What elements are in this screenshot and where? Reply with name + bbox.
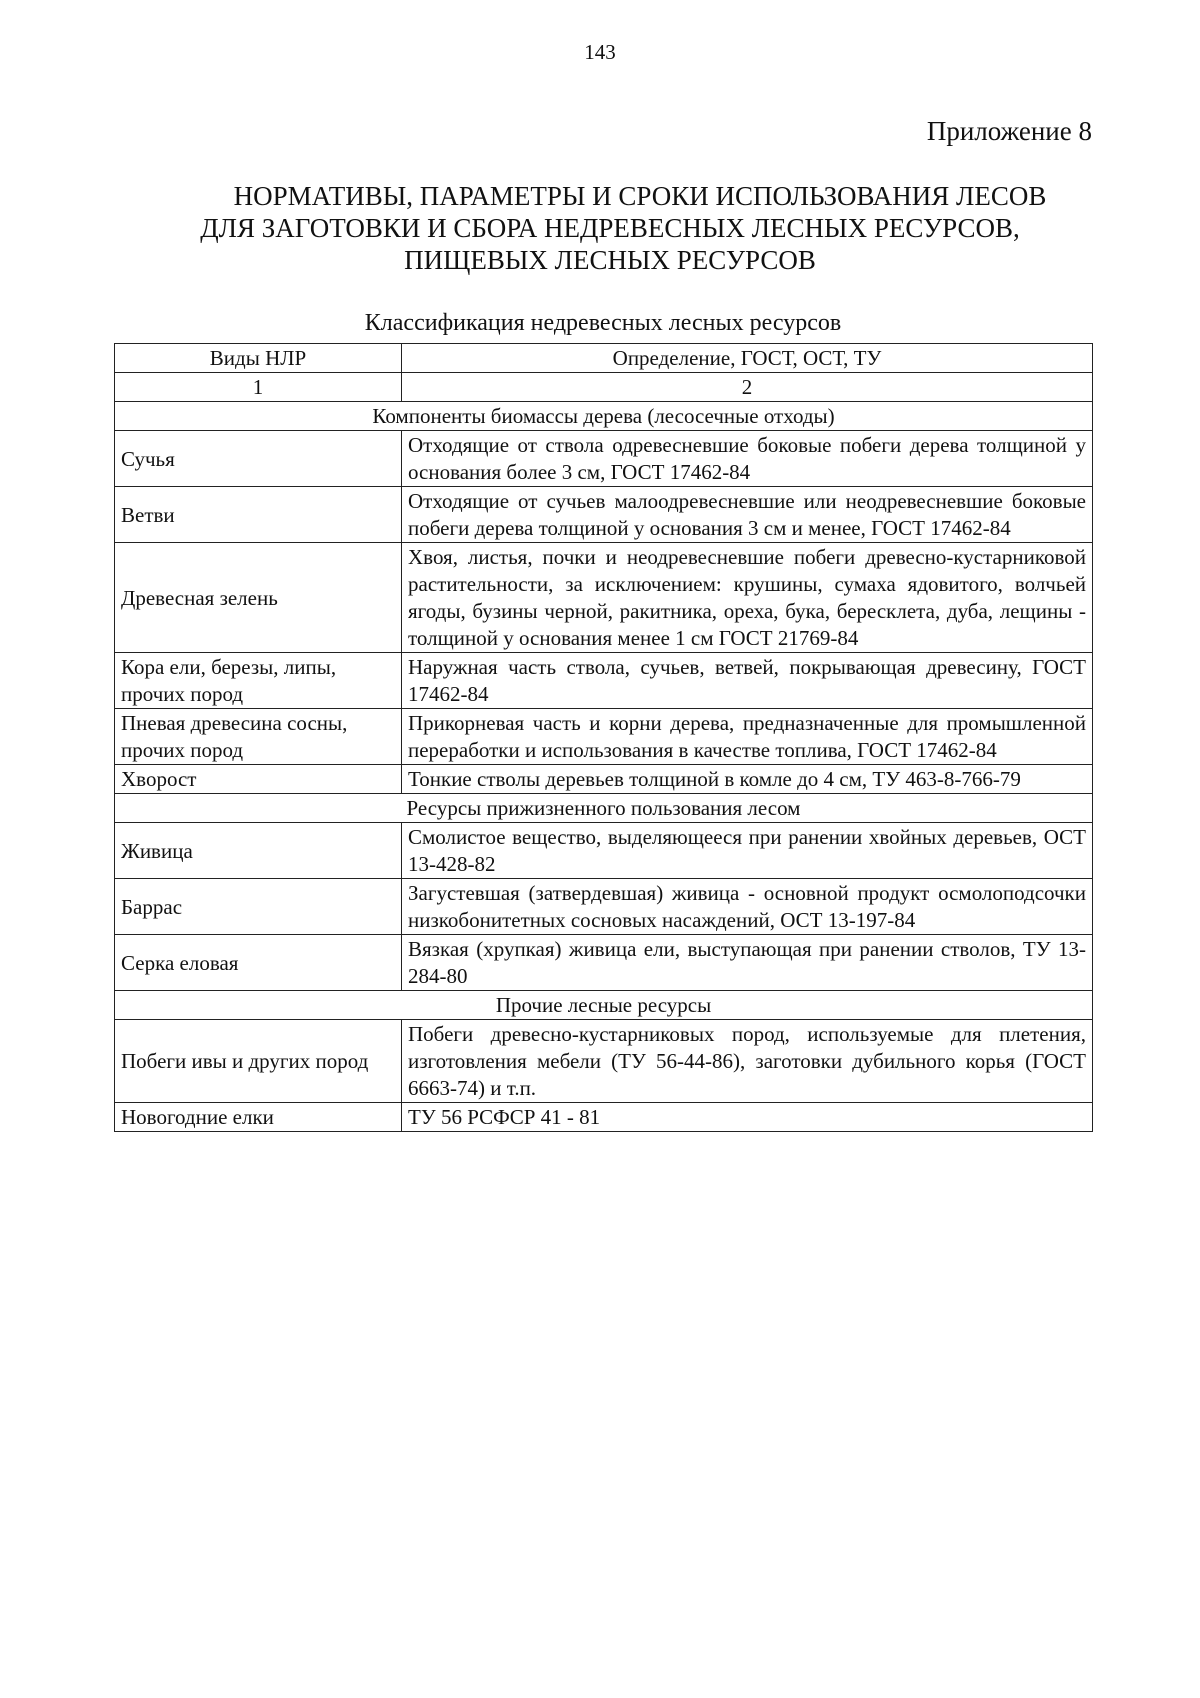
- nlr-type-cell: Побеги ивы и других пород: [115, 1020, 402, 1103]
- nlr-type-cell: Серка еловая: [115, 935, 402, 991]
- nlr-type-cell: Новогодние елки: [115, 1103, 402, 1132]
- section-row: [115, 991, 1093, 1020]
- nlr-classification-table: [114, 343, 1093, 1132]
- nlr-type-cell: Древесная зелень: [115, 543, 402, 653]
- table-row: [115, 653, 1093, 709]
- column-number-row: [115, 373, 1093, 402]
- title-line-1: НОРМАТИВЫ, ПАРАМЕТРЫ И СРОКИ ИСПОЛЬЗОВАНИЯ ЛЕСОВ: [233, 181, 1047, 211]
- table-row: [115, 879, 1093, 935]
- appendix-label: Приложение 8: [926, 116, 1092, 146]
- section-row: [115, 794, 1093, 823]
- definition-cell: Загустевшая (затвердевшая) живица - основной продукт осмолоподсочки низкобонитетных сосновых насаждений, ОСТ 13-197-84: [402, 879, 1093, 935]
- table-header-row: [115, 344, 1093, 373]
- table-row: [115, 543, 1093, 653]
- column-number-1: 1: [115, 373, 402, 402]
- nlr-type-cell: Хворост: [115, 765, 402, 794]
- nlr-type-cell: Живица: [115, 823, 402, 879]
- definition-cell: Тонкие стволы деревьев толщиной в комле до 4 см, ТУ 463-8-766-79: [402, 765, 1093, 794]
- section-title-lifetime-use: Ресурсы прижизненного пользования лесом: [115, 794, 1093, 823]
- table-row: [115, 1103, 1093, 1132]
- document-title: [120, 180, 1100, 276]
- nlr-type-cell: Пневая древесина сосны, прочих пород: [115, 709, 402, 765]
- nlr-type-cell: Баррас: [115, 879, 402, 935]
- title-line-2: ДЛЯ ЗАГОТОВКИ И СБОРА НЕДРЕВЕСНЫХ ЛЕСНЫХ РЕСУРСОВ,: [200, 213, 1020, 243]
- definition-cell: Хвоя, листья, почки и неодревесневшие побеги древесно-кустарниковой растительности, за исключением: крушины, сумаха ядовитого, волчьей ягоды, бузины черной, ракитника, ореха, бука, бересклета, дуба, лещины - толщиной у основания менее 1 см ГОСТ 21769-84: [402, 543, 1093, 653]
- definition-cell: Смолистое вещество, выделяющееся при ранении хвойных деревьев, ОСТ 13-428-82: [402, 823, 1093, 879]
- title-line-3: ПИЩЕВЫХ ЛЕСНЫХ РЕСУРСОВ: [404, 245, 816, 275]
- table-row: [115, 487, 1093, 543]
- header-nlr-type: Виды НЛР: [115, 344, 402, 373]
- table-row: [115, 1020, 1093, 1103]
- table-row: [115, 765, 1093, 794]
- table-caption: Классификация недревесных лесных ресурсов: [364, 310, 842, 336]
- definition-cell: Наружная часть ствола, сучьев, ветвей, покрывающая древесину, ГОСТ 17462-84: [402, 653, 1093, 709]
- definition-cell: Отходящие от ствола одревесневшие боковые побеги дерева толщиной у основания более 3 см, ГОСТ 17462-84: [402, 431, 1093, 487]
- table-row: [115, 709, 1093, 765]
- definition-cell: Отходящие от сучьев малоодревесневшие или неодревесневшие боковые побеги дерева толщиной у основания 3 см и менее, ГОСТ 17462-84: [402, 487, 1093, 543]
- nlr-type-cell: Сучья: [115, 431, 402, 487]
- section-title-biomass: Компоненты биомассы дерева (лесосечные отходы): [115, 402, 1093, 431]
- definition-cell: Прикорневая часть и корни дерева, предназначенные для промышленной переработки и использования в качестве топлива, ГОСТ 17462-84: [402, 709, 1093, 765]
- table-row: [115, 431, 1093, 487]
- nlr-type-cell: Ветви: [115, 487, 402, 543]
- definition-cell: Вязкая (хрупкая) живица ели, выступающая при ранении стволов, ТУ 13-284-80: [402, 935, 1093, 991]
- column-number-2: 2: [402, 373, 1093, 402]
- table-row: [115, 823, 1093, 879]
- nlr-type-cell: Кора ели, березы, липы, прочих пород: [115, 653, 402, 709]
- page-number: 143: [584, 40, 616, 64]
- header-definition: Определение, ГОСТ, ОСТ, ТУ: [402, 344, 1093, 373]
- section-row: [115, 402, 1093, 431]
- section-title-other-resources: Прочие лесные ресурсы: [115, 991, 1093, 1020]
- definition-cell: ТУ 56 РСФСР 41 - 81: [402, 1103, 1093, 1132]
- table-row: [115, 935, 1093, 991]
- definition-cell: Побеги древесно-кустарниковых пород, используемые для плетения, изготовления мебели (ТУ 56-44-86), заготовки дубильного корья (ГОСТ 6663-74) и т.п.: [402, 1020, 1093, 1103]
